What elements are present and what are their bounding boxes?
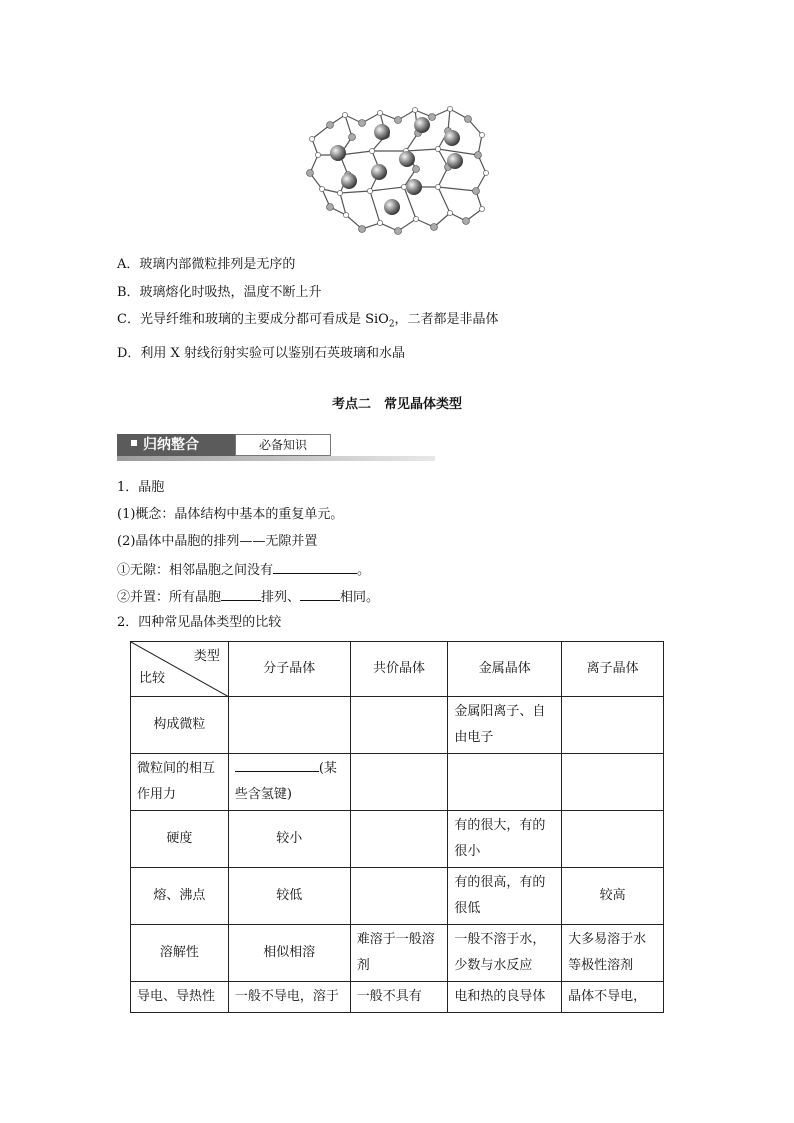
table-cell [350,868,448,925]
heading-crystal-types: 2．四种常见晶体类型的比较 [117,615,282,630]
corner-label-compare: 比较 [139,671,166,686]
table-cell: 有的很大，有的很小 [448,811,562,868]
table-cell: 有的很高，有的很低 [448,868,562,925]
fill-blank [300,587,340,601]
table-row [131,697,664,754]
fill-blank [221,587,261,601]
table-header-row [131,642,664,697]
section-title: 考点二 常见晶体类型 [331,397,462,412]
corner-header-cell [131,642,229,697]
table-cell [350,811,448,868]
table-row [131,811,664,868]
column-header: 金属晶体 [448,642,562,697]
column-header: 离子晶体 [562,642,664,697]
table-cell: 一般不具有 [350,982,448,1013]
banner-sub-label: 必备知识 [235,434,331,456]
option-d: D．利用 X 射线衍射实验可以鉴别石英玻璃和水晶 [117,346,405,361]
table-cell: 较高 [562,868,664,925]
table-cell: (某些含氢键) [228,754,350,811]
table-cell [562,811,664,868]
table-cell: 金属阳离子、自由电子 [448,697,562,754]
gap-text: ①无隙：相邻晶胞之间没有 。 [117,560,370,580]
table-row [131,925,664,982]
concept-text: (1)概念：晶体结构中基本的重复单元。 [117,507,344,522]
column-header: 共价晶体 [350,642,448,697]
table-cell [562,697,664,754]
fill-blank [273,560,357,574]
table-cell [350,754,448,811]
row-label: 导电、导热性 [131,982,229,1013]
arrangement-text: (2)晶体中晶胞的排列——无隙并置 [117,534,318,549]
table-cell [448,754,562,811]
table-cell [350,697,448,754]
option-a: A．玻璃内部微粒排列是无序的 [117,257,296,272]
table-cell: 电和热的良导体 [448,982,562,1013]
table-cell: 较低 [228,868,350,925]
table-cell: 相似相溶 [228,925,350,982]
square-bullet-icon [131,440,137,446]
crystal-comparison-table [130,641,664,1013]
option-b: B．玻璃熔化时吸热，温度不断上升 [117,285,322,300]
table-cell: 晶体不导电， [562,982,664,1013]
column-header: 分子晶体 [228,642,350,697]
table-row [131,982,664,1013]
table-cell: 一般不导电，溶于 [228,982,350,1013]
parallel-text: ②并置：所有晶胞 排列、 相同。 [117,587,379,607]
banner-main-label: 归纳整合 [143,437,199,453]
table-cell: 大多易溶于水等极性溶剂 [562,925,664,982]
table-cell: 一般不溶于水，少数与水反应 [448,925,562,982]
table-cell: 较小 [228,811,350,868]
table-row [131,868,664,925]
fill-blank [235,758,319,772]
table-cell: 难溶于一般溶剂 [350,925,448,982]
corner-label-type: 类型 [193,649,220,664]
heading-unit-cell: 1．晶胞 [117,480,165,495]
table-row [131,754,664,811]
row-label: 溶解性 [131,925,229,982]
table-cell [562,754,664,811]
glass-structure-diagram [300,95,495,245]
row-label: 构成微粒 [131,697,229,754]
option-c: C．光导纤维和玻璃的主要成分都可看成是 SiO$_2$，二者都是非晶体 [117,312,499,330]
row-label: 硬度 [131,811,229,868]
table-cell [228,697,350,754]
section-banner [117,434,435,461]
row-label: 微粒间的相互作用力 [131,754,229,811]
banner-underline [117,456,435,461]
row-label: 熔、沸点 [131,868,229,925]
